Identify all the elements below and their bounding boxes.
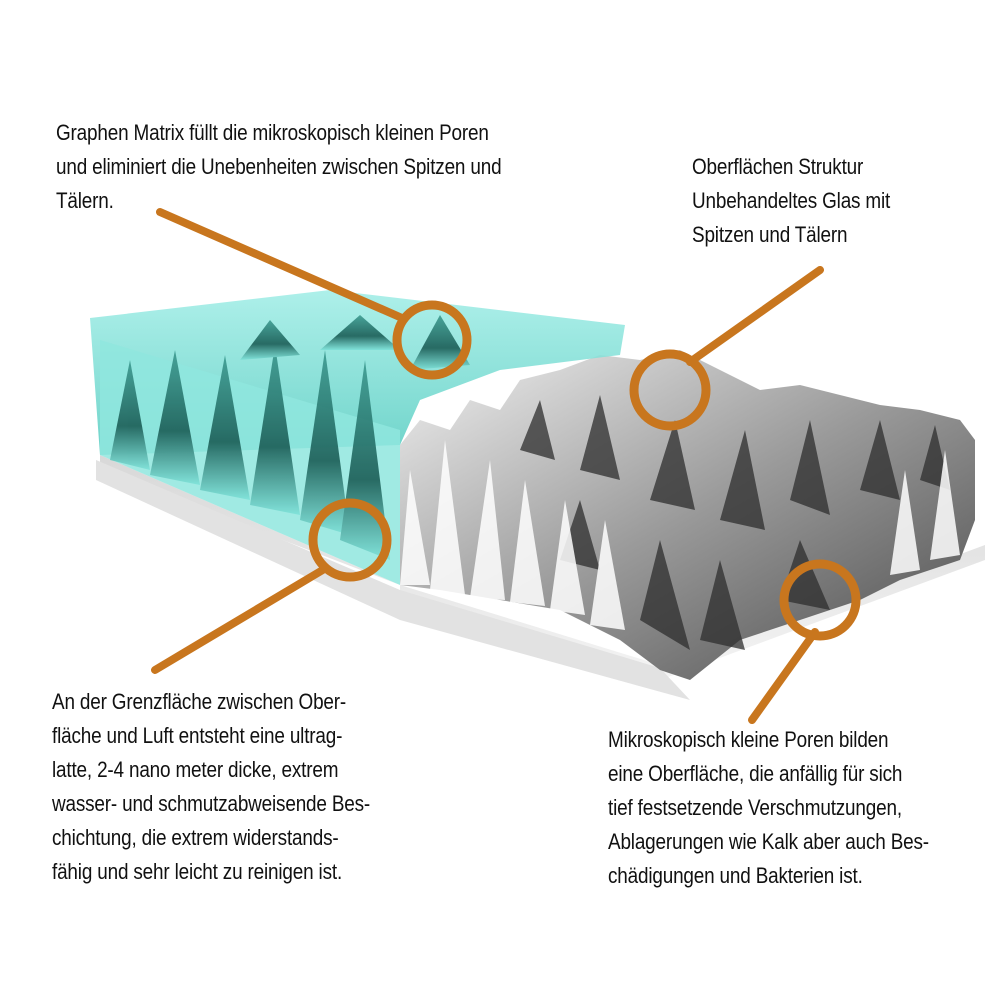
callout-line: Unbehandeltes Glas mit [692, 188, 891, 213]
callout-line: wasser- und schmutzabweisende Bes- [52, 791, 371, 816]
callout-line: fläche und Luft entsteht eine ultrag- [52, 723, 343, 748]
callout-line: chichtung, die extrem widerstands- [52, 825, 339, 850]
callout-line: Tälern. [56, 188, 114, 213]
callout-line: Graphen Matrix füllt die mikroskopisch kleinen Poren [56, 120, 489, 145]
pointer-line-3 [155, 568, 326, 670]
callout-surface-structure [692, 150, 922, 252]
callout-line: Mikroskopisch kleine Poren bilden [608, 727, 889, 752]
callout-graphene-matrix [56, 116, 574, 218]
callout-line: Oberflächen Struktur [692, 154, 864, 179]
callout-line: latte, 2-4 nano meter dicke, extrem [52, 757, 339, 782]
callout-line: fähig und sehr leicht zu reinigen ist. [52, 859, 343, 884]
callout-line: Ablagerungen wie Kalk aber auch Bes- [608, 829, 929, 854]
callout-microscopic-pores [608, 723, 981, 893]
callout-line: chädigungen und Bakterien ist. [608, 863, 863, 888]
callout-line: tief festsetzende Verschmutzungen, [608, 795, 902, 820]
callout-interface-coating [52, 685, 422, 889]
callout-line: eine Oberfläche, die anfällig für sich [608, 761, 903, 786]
pointer-line-4 [752, 632, 815, 720]
pointer-line-2 [690, 270, 820, 362]
callout-line: Spitzen und Tälern [692, 222, 848, 247]
callout-line: und eliminiert die Unebenheiten zwischen Spitzen und [56, 154, 502, 179]
callout-line: An der Grenzfläche zwischen Ober- [52, 689, 347, 714]
